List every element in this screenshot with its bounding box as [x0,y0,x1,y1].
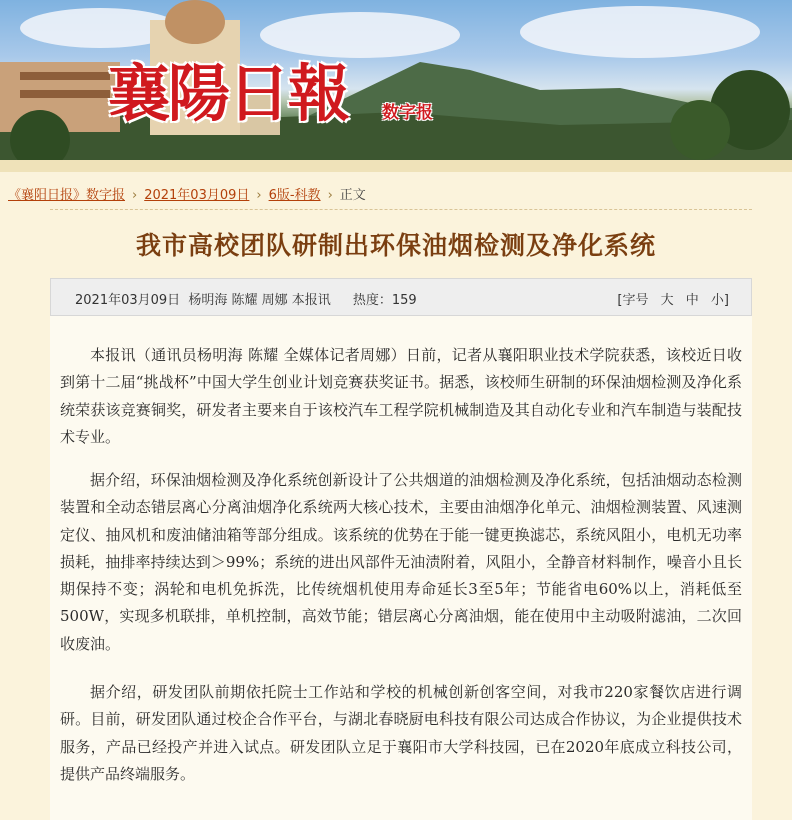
breadcrumb-date-link[interactable]: 2021年03月09日 [144,188,250,203]
article-body [50,316,752,820]
font-size-large-button[interactable]: 大 [660,293,674,308]
font-size-small-button[interactable]: 小] [710,293,729,308]
breadcrumb-separator: › [327,188,333,203]
digital-edition-label: 数字报 [382,103,433,123]
banner-bottom-stripe [0,160,792,172]
font-size-label: [字号 [617,293,649,308]
heat-value: 159 [391,293,417,308]
article-paragraph: 本报讯（通讯员杨明海 陈耀 全媒体记者周娜）日前，记者从襄阳职业技术学院获悉，该校近日收到第十二届“挑战杯”中国大学生创业计划竞赛获奖证书。据悉，该校师生研制的环保油烟检测及净化系统荣获该竞赛铜奖，研发者主要来自于该校汽车工程学院机械制造及其自动化专业和汽车制造与装配技术专业。 [60,346,742,446]
article-paragraph: 据介绍，研发团队前期依托院士工作站和学校的机械创新创客空间，对我市220家餐饮店进行调研。目前，研发团队通过校企合作平台，与湖北春晓厨电科技有限公司达成合作协议，为企业提供技术服务，产品已经投产并进入试点。研发团队立足于襄阳市大学科技园，已在2020年底成立科技公司，提供产品终端服务。 [60,683,742,783]
article-title: 我市高校团队研制出环保油烟检测及净化系统 [135,231,656,260]
masthead-banner [0,0,792,162]
article-meta-bar [50,278,752,316]
newspaper-logo: 襄陽日報 [108,57,349,130]
divider [50,209,752,210]
heat-label: 热度： [352,293,392,308]
breadcrumb-section-link[interactable]: 6版-科教 [268,188,321,203]
article-paragraph: 据介绍，环保油烟检测及净化系统创新设计了公共烟道的油烟检测及净化系统，包括油烟动态检测装置和全动态错层离心分离油烟净化系统两大核心技术，主要由油烟净化单元、油烟检测装置、风速测定仪、抽风机和废油储油箱等部分组成。该系统的优势在于能一键更换滤芯，系统风阻小，电机无功率损耗，抽排率持续达到＞99%；系统的进出风部件无油渍附着，风阻小，全静音材料制作，噪音小且长期保持不变；涡轮和电机免拆洗，比传统烟机使用寿命延长3至5年；节能省电60%以上，消耗低至500W，实现多机联排，单机控制，高效节能；错层离心分离油烟，能在使用中主动吸附滤油，二次回收废油。 [60,471,742,653]
breadcrumb-home-link[interactable]: 《襄阳日报》数字报 [8,188,126,203]
article-date: 2021年03月09日 [75,293,181,308]
breadcrumb-separator: › [256,188,262,203]
breadcrumb [8,184,366,203]
article-authors: 杨明海 陈耀 周娜 本报讯 [188,293,331,308]
article-meta-info [75,289,417,308]
breadcrumb-current: 正文 [339,188,366,203]
breadcrumb-separator: › [132,188,138,203]
font-size-medium-button[interactable]: 中 [685,293,699,308]
font-size-control [617,289,729,308]
